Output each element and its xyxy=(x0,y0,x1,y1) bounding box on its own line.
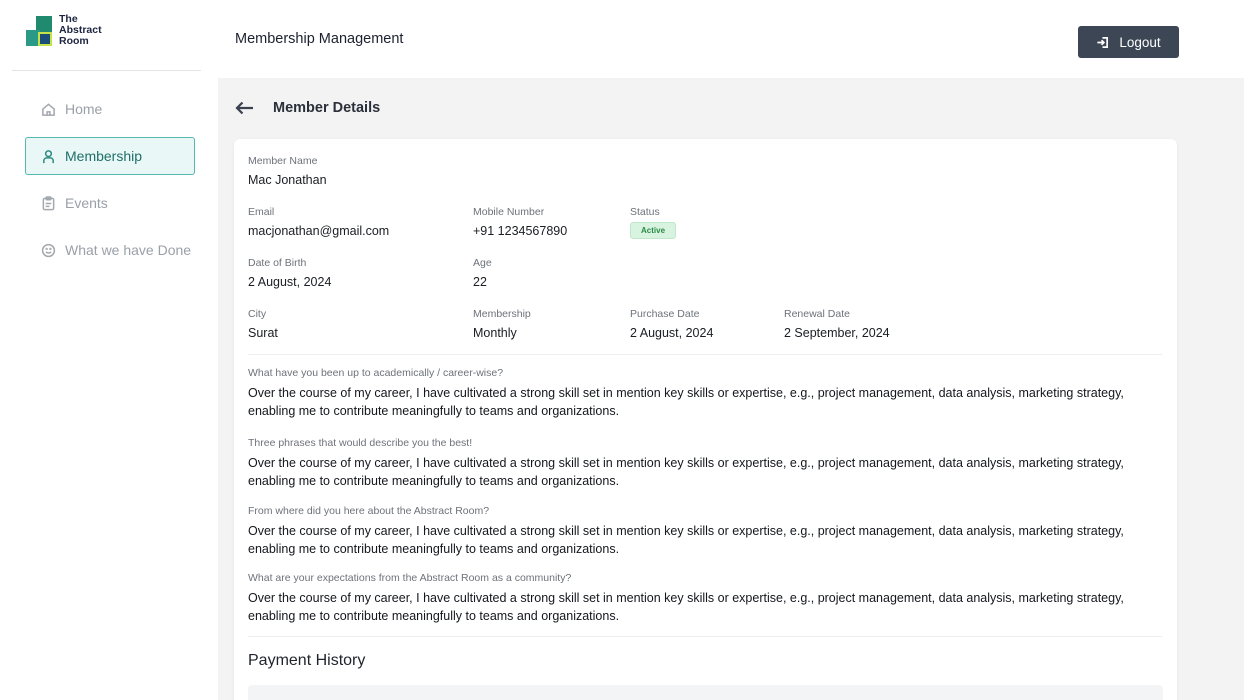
status-field xyxy=(630,206,676,239)
age-value: 22 xyxy=(473,275,487,289)
logout-icon xyxy=(1096,36,1109,49)
sidebar-nav xyxy=(25,90,195,278)
back-arrow-icon[interactable] xyxy=(235,101,254,115)
top-bar xyxy=(218,0,1244,78)
main-content xyxy=(218,78,1244,700)
clipboard-icon xyxy=(41,196,56,211)
payment-history-title: Payment History xyxy=(248,652,366,669)
membership-value: Monthly xyxy=(473,326,517,340)
age-field xyxy=(473,257,492,289)
divider xyxy=(248,354,1162,355)
purchase-date-field xyxy=(630,308,713,340)
page-header xyxy=(235,100,380,116)
field-label: Purchase Date xyxy=(630,308,700,320)
field-label: Status xyxy=(630,206,660,218)
home-icon xyxy=(41,102,56,117)
question-label: Three phrases that would describe you the best! xyxy=(248,437,473,449)
renewal-date-value: 2 September, 2024 xyxy=(784,326,890,340)
status-badge: Active xyxy=(630,222,676,239)
mobile-field xyxy=(473,206,567,238)
sidebar-item-what-we-have-done[interactable] xyxy=(25,231,195,269)
city-value: Surat xyxy=(248,326,278,340)
payment-history-table xyxy=(248,685,1163,700)
sidebar-item-membership[interactable] xyxy=(25,137,195,175)
sidebar-item-home[interactable] xyxy=(25,90,195,128)
field-label: Age xyxy=(473,257,492,269)
page-title: Member Details xyxy=(273,100,381,116)
brand-name: The Abstract Room xyxy=(59,13,102,47)
membership-field xyxy=(473,308,531,340)
question-answer xyxy=(248,367,1163,420)
logout-button[interactable] xyxy=(1078,26,1179,58)
question-label: What have you been up to academically / career-wise? xyxy=(248,367,504,379)
answer-text: Over the course of my career, I have cultivated a strong skill set in mention key skills or expertise, e.g., project management, data analysis, marketing strategy, enabling me to contribute meaningfully to teams and organizations. xyxy=(248,386,1124,418)
brand-logo[interactable] xyxy=(26,14,109,48)
renewal-date-field xyxy=(784,308,890,340)
sidebar-item-label: What we have Done xyxy=(65,242,192,258)
section-title: Membership Management xyxy=(235,31,404,47)
field-label: Date of Birth xyxy=(248,257,307,269)
sidebar xyxy=(0,0,218,700)
email-value: macjonathan@gmail.com xyxy=(248,224,390,238)
sidebar-item-label: Home xyxy=(65,101,103,117)
sidebar-item-events[interactable] xyxy=(25,184,195,222)
logout-label: Logout xyxy=(1119,34,1161,50)
question-label: What are your expectations from the Abstract Room as a community? xyxy=(248,572,572,584)
dob-value: 2 August, 2024 xyxy=(248,275,332,289)
answer-text: Over the course of my career, I have cultivated a strong skill set in mention key skills or expertise, e.g., project management, data analysis, marketing strategy, enabling me to contribute meaningfully to teams and organizations. xyxy=(248,456,1124,488)
field-label: Member Name xyxy=(248,155,318,167)
purchase-date-value: 2 August, 2024 xyxy=(630,326,714,340)
city-field xyxy=(248,308,278,340)
field-label: Membership xyxy=(473,308,531,320)
smile-icon xyxy=(41,243,56,258)
divider xyxy=(248,636,1162,637)
field-label: Renewal Date xyxy=(784,308,850,320)
question-answer xyxy=(248,572,1163,625)
member-name-value: Mac Jonathan xyxy=(248,173,327,187)
email-field xyxy=(248,206,389,238)
member-details-card xyxy=(234,139,1177,700)
mobile-value: +91 1234567890 xyxy=(473,224,568,238)
field-label: City xyxy=(248,308,267,320)
sidebar-divider xyxy=(12,70,201,71)
question-answer xyxy=(248,505,1163,558)
field-label: Mobile Number xyxy=(473,206,545,218)
answer-text: Over the course of my career, I have cultivated a strong skill set in mention key skills or expertise, e.g., project management, data analysis, marketing strategy, enabling me to contribute meaningfully to teams and organizations. xyxy=(248,591,1124,623)
dob-field xyxy=(248,257,331,289)
user-icon xyxy=(41,149,56,164)
logo-mark-icon xyxy=(26,14,54,48)
field-label: Email xyxy=(248,206,275,218)
question-answer xyxy=(248,437,1163,490)
member-name-field xyxy=(248,155,327,187)
sidebar-item-label: Membership xyxy=(65,148,143,164)
question-label: From where did you here about the Abstract Room? xyxy=(248,505,490,517)
sidebar-item-label: Events xyxy=(65,195,108,211)
answer-text: Over the course of my career, I have cultivated a strong skill set in mention key skills or expertise, e.g., project management, data analysis, marketing strategy, enabling me to contribute meaningfully to teams and organizations. xyxy=(248,524,1124,556)
